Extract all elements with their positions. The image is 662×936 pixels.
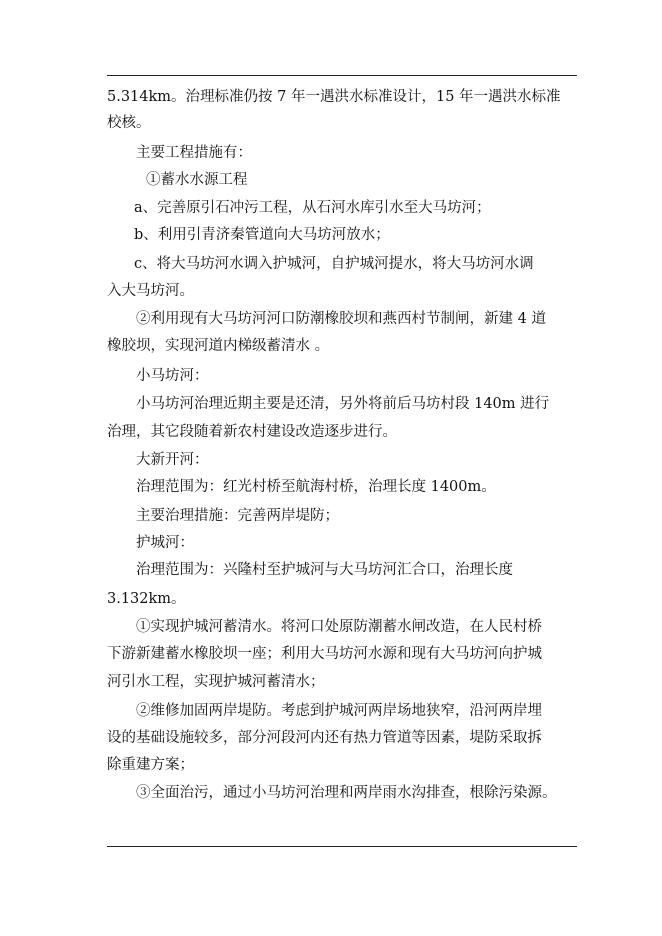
body-line-4: ①蓄水水源工程 <box>146 172 248 188</box>
body-line-18: 治理范围为：兴隆村至护城河与大马坊河汇合口，治理长度 <box>136 562 513 578</box>
body-line-19: 3.132km。 <box>107 591 186 607</box>
body-line-13: 治理，其它段随着新农村建设改造逐步进行。 <box>107 424 397 440</box>
body-line-7: c、将大马坊河水调入护城河，自护城河提水，将大马坊河水调 <box>134 256 534 272</box>
footer-rule <box>107 846 577 847</box>
body-line-10: 橡胶坝，实现河道内梯级蓄清水 。 <box>107 338 330 354</box>
body-line-24: 设的基础设施较多，部分河段河内还有热力管道等因素，堤防采取拆 <box>107 730 542 746</box>
body-line-6: b、利用引青济秦管道向大马坊河放水； <box>134 227 390 243</box>
body-line-1: 5.314km。治理标准仍按 7 年一遇洪水标准设计，15 年一遇洪水标准 <box>107 89 561 105</box>
body-line-16: 主要治理措施：完善两岸堤防； <box>136 508 339 524</box>
body-line-26: ③全面治污，通过小马坊河治理和两岸雨水沟排查，根除污染源。 <box>136 785 557 801</box>
body-line-9: ②利用现有大马坊河河口防潮橡胶坝和燕西村节制闸，新建 4 道 <box>136 311 546 327</box>
body-line-22: 河引水工程，实现护城河蓄清水； <box>107 674 325 690</box>
body-line-12: 小马坊河治理近期主要是还清，另外将前后马坊村段 140m 进行 <box>136 396 550 412</box>
body-line-8: 入大马坊河。 <box>107 283 194 299</box>
header-rule <box>107 75 577 76</box>
body-line-25: 除重建方案； <box>107 757 194 773</box>
body-line-17: 护城河： <box>136 535 194 551</box>
body-line-2: 校核。 <box>107 115 151 131</box>
body-line-23: ②维修加固两岸堤防。考虑到护城河两岸场地狭窄，沿河两岸埋 <box>136 703 542 719</box>
body-line-20: ①实现护城河蓄清水。将河口处原防潮蓄水闸改造，在人民村桥 <box>136 619 542 635</box>
body-line-21: 下游新建蓄水橡胶坝一座；利用大马坊河水源和现有大马坊河向护城 <box>107 646 542 662</box>
body-line-11: 小马坊河： <box>136 368 209 384</box>
body-line-3: 主要工程措施有： <box>136 145 252 161</box>
body-line-14: 大新开河： <box>136 452 209 468</box>
body-line-15: 治理范围为：红光村桥至航海村桥，治理长度 1400m。 <box>136 479 496 495</box>
body-line-5: a、完善原引石冲污工程，从石河水库引水至大马坊河； <box>134 200 491 216</box>
